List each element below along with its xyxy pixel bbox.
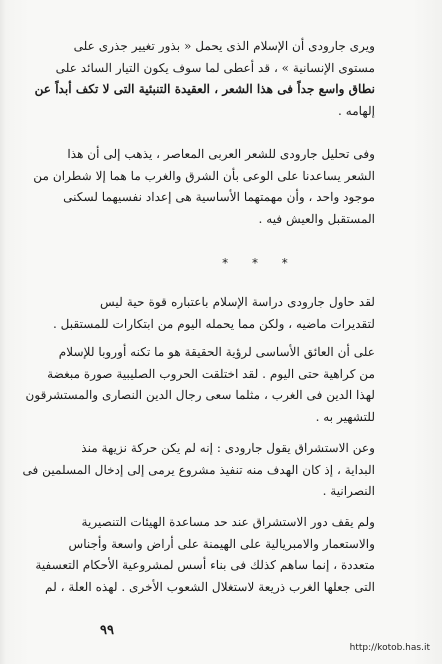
text-line: التى جعلها الغرب ذريعة لاستغلال الشعوب الأخرى . لهذه العلة ، لم (45, 579, 375, 594)
footer-url: http://kotob.has.it (349, 643, 430, 653)
text-line: وعن الاستشراق يقول جارودى : إنه لم يكن حركة نزيهة منذ (81, 441, 375, 455)
text-line: وفى تحليل جارودى للشعر العربى المعاصر ، يذهب إلى أن هذا (67, 147, 375, 161)
text-line: المستقبل والعيش فيه . (258, 211, 375, 226)
text-line: لهذا الدين فى الغرب ، مثلما سعى رجال الدين النصارى والمستشرقون (25, 388, 375, 402)
text-line: إلهامه . (338, 103, 375, 118)
text-line: ويرى جارودى أن الإسلام الذى يحمل « بذور تغيير جذرى على (73, 39, 375, 53)
text-line: النصرانية . (322, 484, 375, 498)
text-line: البداية ، إذ كان الهدف منه تنفيذ مشروع يرمى إلى إدخال المسلمين فى (22, 462, 375, 477)
text-line: متعددة ، إنما ساهم كذلك فى بناء أسس لمشروعية الأحكام التعسفية (35, 558, 375, 572)
text-line: لقد حاول جارودى دراسة الإسلام باعتباره قوة حية ليس (100, 295, 375, 309)
paragraph (25, 342, 375, 428)
paragraph (35, 512, 375, 598)
paragraph (52, 292, 375, 335)
text-line: والاستعمار والامبريالية على الهيمنة على أراض واسعة وأجناس (68, 536, 375, 551)
section-separator: * * * (222, 256, 298, 270)
text-line: على أن العائق الأساسى لرؤية الحقيقة هو ما تكنه أوروبا للإسلام (58, 345, 375, 359)
text-line: لتقديرات ماضيه ، ولكن مما يحمله اليوم من ابتكارات للمستقبل . (52, 316, 375, 331)
paragraph (22, 438, 375, 503)
paragraph (34, 36, 375, 122)
text-line: موجود واحد ، وأن مهمتهما الأساسية هى إعداد نفسيهما لسكنى (63, 190, 375, 204)
text-line: مستوى الإنسانية » ، قد أعطى لما سوف يكون التيار السائد على (55, 60, 375, 75)
text-line: نطاق واسع جداً فى هذا الشعر ، العقيدة التنبئية التى لا تكف أبداً عن (34, 82, 375, 96)
text-line: للتشهير به . (315, 409, 375, 424)
page-number: ٩٩ (100, 623, 114, 638)
text-line: ولم يقف دور الاستشراق عند حد مساعدة الهيئات التنصيرية (81, 515, 375, 529)
text-line: من كراهية حتى اليوم . لقد اختلقت الحروب الصليبية صورة مبغضة (47, 366, 375, 381)
text-line: الشعر يساعدنا على الوعى بأن الشرق والغرب ما هما إلا شطران من (33, 168, 375, 183)
paragraph (33, 144, 375, 230)
